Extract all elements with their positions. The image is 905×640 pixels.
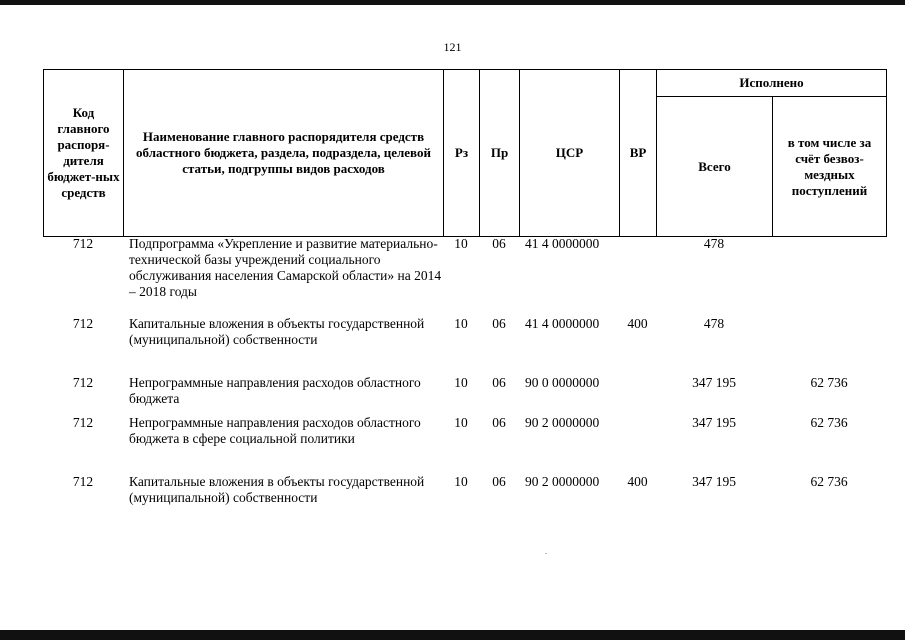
cell-pr: 06 — [492, 415, 506, 430]
cell-name: Непрограммные направления расходов областного бюджета в сфере социальной политики — [129, 415, 421, 446]
cell-rz: 10 — [454, 375, 468, 390]
header-code: Код главного распоря-дителя бюджет-ных средств — [44, 70, 124, 237]
cell-total: 347 195 — [692, 415, 736, 430]
cell-pr: 06 — [492, 316, 506, 331]
cell-total: 478 — [703, 316, 725, 331]
cell-vr — [619, 415, 656, 474]
cell-csr: 90 2 0000000 — [525, 474, 600, 489]
cell-code: 712 — [72, 415, 94, 430]
cell-name: Подпрограмма «Укрепление и развитие материально-технической базы учреждений социального обслуживания населения Самарской области» на 2014 – 2018 годы — [129, 236, 442, 299]
cell-free: 62 736 — [810, 474, 848, 489]
header-rz: Рз — [444, 70, 480, 237]
header-free: в том числе за счёт безвоз-мездных поступлений — [773, 97, 887, 237]
cell-free: 62 736 — [810, 375, 848, 390]
cell-csr: 90 0 0000000 — [525, 375, 600, 390]
table-row — [43, 375, 886, 415]
cell-vr — [619, 375, 656, 415]
table-row — [43, 236, 886, 316]
cell-rz: 10 — [454, 474, 468, 489]
cell-csr: 41 4 0000000 — [525, 316, 600, 331]
cell-code: 712 — [72, 474, 94, 489]
cell-rz: 10 — [454, 236, 468, 251]
cell-code: 712 — [72, 236, 94, 251]
cell-code: 712 — [72, 316, 94, 331]
table-row — [43, 474, 886, 524]
cell-name: Капитальные вложения в объекты государственной (муниципальной) собственности — [129, 316, 425, 347]
cell-vr: 400 — [627, 316, 648, 331]
cell-rz: 10 — [454, 316, 468, 331]
table-body — [43, 236, 886, 524]
header-name: Наименование главного распорядителя средств областного бюджета, раздела, подраздела, целевой статьи, подгруппы видов расходов — [124, 70, 444, 237]
header-vr: ВР — [620, 70, 657, 237]
scan-speck — [545, 553, 547, 554]
cell-vr: 400 — [627, 474, 648, 489]
cell-name: Капитальные вложения в объекты государственной (муниципальной) собственности — [129, 474, 425, 505]
table-row — [43, 316, 886, 375]
cell-csr: 90 2 0000000 — [525, 415, 600, 430]
cell-total: 347 195 — [692, 474, 736, 489]
cell-name: Непрограммные направления расходов областного бюджета — [129, 375, 421, 406]
scan-border-bottom — [0, 630, 905, 640]
cell-pr: 06 — [492, 474, 506, 489]
cell-vr — [619, 236, 656, 316]
cell-total: 478 — [703, 236, 725, 251]
cell-pr: 06 — [492, 375, 506, 390]
header-total: Всего — [657, 97, 773, 237]
cell-code: 712 — [72, 375, 94, 390]
page-number: 121 — [443, 40, 462, 54]
header-pr: Пр — [480, 70, 520, 237]
cell-free — [772, 236, 886, 316]
cell-pr: 06 — [492, 236, 506, 251]
scan-border-top — [0, 0, 905, 5]
cell-csr: 41 4 0000000 — [525, 236, 600, 251]
cell-free: 62 736 — [810, 415, 848, 430]
table-row — [43, 415, 886, 474]
header-csr: ЦСР — [520, 70, 620, 237]
cell-total: 347 195 — [692, 375, 736, 390]
cell-free — [772, 316, 886, 375]
table-header — [43, 69, 887, 237]
cell-rz: 10 — [454, 415, 468, 430]
header-executed: Исполнено — [657, 70, 887, 97]
